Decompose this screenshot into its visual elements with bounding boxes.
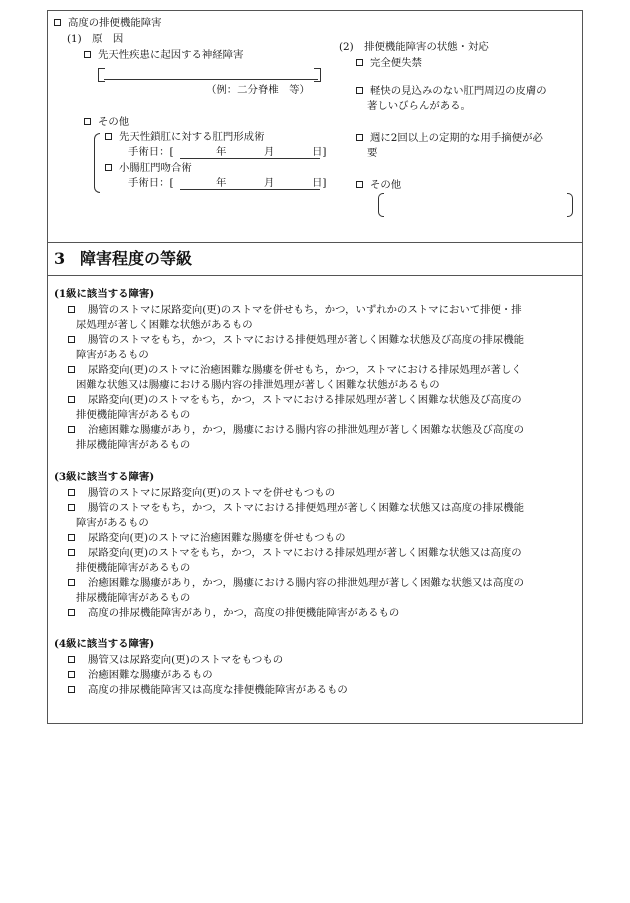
op1-month: 月 — [264, 146, 275, 158]
checkbox-complete-incontinence[interactable] — [356, 59, 363, 66]
grade4-item-line: 腸管又は尿路変向(更)のストマをもつもの — [88, 654, 284, 666]
op1-row — [105, 131, 264, 144]
section3-title: 障害程度の等級 — [80, 249, 193, 268]
grade3-item-text — [68, 606, 578, 621]
op2-date-input-line[interactable] — [180, 189, 320, 190]
op1-day: 日] — [312, 146, 327, 158]
grade3-item-line: 高度の排尿機能障害があり，かつ，高度の排便機能障害があるもの — [88, 607, 400, 619]
checkbox-op1[interactable] — [105, 133, 112, 140]
grade3-item-line: 腸管のストマをもち，かつ，ストマにおける排便処理が著しく困難な状態又は高度の排尿機能 — [88, 502, 524, 514]
grade3-item-line: 腸管のストマに尿路変向(更)のストマを併せもつもの — [88, 487, 336, 499]
grade3-item-checkbox[interactable] — [68, 609, 75, 616]
grade3-item-checkbox[interactable] — [68, 579, 75, 586]
grade1-item-line: 排便機能障害があるもの — [76, 409, 191, 421]
other-cause-row — [84, 116, 129, 129]
other-cause-label: その他 — [98, 116, 130, 128]
op1-date-label: 手術日：[ — [128, 146, 174, 158]
form-frame — [47, 10, 583, 724]
grade3-item — [68, 531, 578, 546]
checkbox-skin-erosion[interactable] — [356, 87, 363, 94]
op2-date-label: 手術日：[ — [128, 177, 174, 189]
r4-label: その他 — [370, 179, 402, 191]
other-cause-brace — [94, 133, 100, 193]
r2-row — [356, 85, 547, 98]
grade1-item-text — [68, 393, 578, 423]
checkbox-other-state[interactable] — [356, 181, 363, 188]
grade4-item-line: 治癒困難な腸瘻があるもの — [88, 669, 213, 681]
grade1-item-text — [68, 423, 578, 453]
grade1-item-checkbox[interactable] — [68, 396, 75, 403]
grade3-item — [68, 606, 578, 621]
grade1-item-line: 腸管のストマをもち，かつ，ストマにおける排便処理が著しく困難な状態及び高度の排尿機能 — [88, 334, 524, 346]
r3-row — [356, 132, 543, 145]
grade1-item-line: 排尿機能障害があるもの — [76, 439, 191, 451]
cause-subheading: (1) 原 因 — [67, 33, 124, 45]
grade1-item-line: 腸管のストマに尿路変向(更)のストマを併せもち，かつ，いずれかのストマにおいて排便・排 — [88, 304, 522, 316]
r1-row — [356, 57, 422, 70]
grade4-item-text — [68, 668, 578, 683]
grade4-item-text — [68, 653, 578, 668]
op1-label: 先天性鎖肛に対する肛門形成術 — [119, 131, 265, 143]
section-divider-bottom — [48, 275, 582, 276]
section3-number: 3 — [54, 249, 66, 268]
op2-date-row — [128, 177, 174, 190]
grade4-item-text — [68, 683, 578, 698]
op2-row — [105, 162, 192, 175]
r3-label-line1: 週に2回以上の定期的な用手摘便が必 — [370, 132, 543, 144]
grade3-item-text — [68, 531, 578, 546]
state-subheading: (2) 排便機能障害の状態・対応 — [339, 41, 489, 53]
op2-year: 年 — [216, 177, 227, 189]
grade1-item-line: 尿路変向(更)のストマに治癒困難な腸瘻を併せもち，かつ，ストマにおける排尿処理が著しく — [88, 364, 522, 376]
grade4-item — [68, 683, 578, 698]
grade1-item-line: 困難な状態又は腸瘻における腸内容の排泄処理が著しく困難な状態があるもの — [76, 379, 440, 391]
section-divider-top — [48, 242, 582, 243]
cause1-label: 先天性疾患に起因する神経障害 — [98, 49, 244, 61]
heading-row — [54, 17, 162, 30]
grade4-label: (4級に該当する障害) — [54, 638, 155, 650]
checkbox-severe-defecation[interactable] — [54, 19, 61, 26]
grade1-item — [68, 303, 578, 333]
grade4-item-line: 高度の排尿機能障害又は高度な排便機能障害があるもの — [88, 684, 348, 696]
grade1-item-checkbox[interactable] — [68, 306, 75, 313]
grade1-item-text — [68, 363, 578, 393]
grade1-item — [68, 333, 578, 363]
op2-label: 小腸肛門吻合術 — [119, 162, 192, 174]
grade1-item-text — [68, 333, 578, 363]
r4-bracket-right — [567, 193, 573, 217]
cause1-input-line[interactable] — [104, 79, 318, 80]
grade1-item-line: 治癒困難な腸瘻があり，かつ，腸瘻における腸内容の排泄処理が著しく困難な状態及び高度の — [88, 424, 524, 436]
grade3-item-checkbox[interactable] — [68, 489, 75, 496]
op2-month: 月 — [264, 177, 275, 189]
grade3-item-checkbox[interactable] — [68, 504, 75, 511]
grade1-item-checkbox[interactable] — [68, 336, 75, 343]
grade3-item — [68, 576, 578, 606]
r3-label-line2: 要 — [367, 147, 378, 159]
checkbox-cause1[interactable] — [84, 51, 91, 58]
r4-row — [356, 179, 401, 192]
r4-bracket-left — [378, 193, 384, 217]
grade1-item-line: 尿路変向(更)のストマをもち，かつ，ストマにおける排尿処理が著しく困難な状態及び高度の — [88, 394, 522, 406]
op1-date-row — [128, 146, 174, 159]
grade3-item-line: 排尿機能障害があるもの — [76, 592, 191, 604]
grade3-item-line: 排便機能障害があるもの — [76, 562, 191, 574]
cause1-row — [84, 49, 243, 62]
grade4-item-checkbox[interactable] — [68, 671, 75, 678]
grade1-label: (1級に該当する障害) — [54, 288, 155, 300]
grade1-item-line: 尿処理が著しく困難な状態があるもの — [76, 319, 253, 331]
op2-day: 日] — [312, 177, 327, 189]
op1-date-input-line[interactable] — [180, 158, 320, 159]
grade3-item-line: 治癒困難な腸瘻があり，かつ，腸瘻における腸内容の排泄処理が著しく困難な状態又は高度の — [88, 577, 524, 589]
grade1-item-checkbox[interactable] — [68, 426, 75, 433]
grade3-item-line: 尿路変向(更)のストマに治癒困難な腸瘻を併せもつもの — [88, 532, 346, 544]
section3-heading — [54, 249, 192, 269]
grade4-item — [68, 668, 578, 683]
severe-defecation-heading: 高度の排便機能障害 — [68, 17, 162, 29]
grade3-item — [68, 546, 578, 576]
grade3-item-checkbox[interactable] — [68, 549, 75, 556]
r2-label-line2: 著しいびらんがある。 — [367, 100, 471, 112]
checkbox-other-cause[interactable] — [84, 118, 91, 125]
cause1-example: （例：二分脊椎 等） — [206, 84, 310, 96]
grade1-item-line: 障害があるもの — [76, 349, 149, 361]
grade3-item-text — [68, 501, 578, 531]
grade3-item-line: 尿路変向(更)のストマをもち，かつ，ストマにおける排尿処理が著しく困難な状態又は高度の — [88, 547, 522, 559]
grade3-item-line: 障害があるもの — [76, 517, 149, 529]
r1-label: 完全便失禁 — [370, 57, 422, 69]
grade1-item — [68, 393, 578, 423]
grade4-item — [68, 653, 578, 668]
grade1-item-checkbox[interactable] — [68, 366, 75, 373]
grade3-item — [68, 486, 578, 501]
grade3-item-text — [68, 486, 578, 501]
grade1-item — [68, 423, 578, 453]
checkbox-manual-evacuation[interactable] — [356, 134, 363, 141]
r2-label-line1: 軽快の見込みのない肛門周辺の皮膚の — [370, 85, 547, 97]
grade4-item-checkbox[interactable] — [68, 686, 75, 693]
grade1-item-text — [68, 303, 578, 333]
grade3-item — [68, 501, 578, 531]
cause1-bracket-right — [314, 68, 321, 82]
grade3-item-checkbox[interactable] — [68, 534, 75, 541]
grade3-item-text — [68, 576, 578, 606]
grade3-label: (3級に該当する障害) — [54, 471, 155, 483]
grade4-item-checkbox[interactable] — [68, 656, 75, 663]
op1-year: 年 — [216, 146, 227, 158]
grade3-item-text — [68, 546, 578, 576]
grade1-item — [68, 363, 578, 393]
checkbox-op2[interactable] — [105, 164, 112, 171]
